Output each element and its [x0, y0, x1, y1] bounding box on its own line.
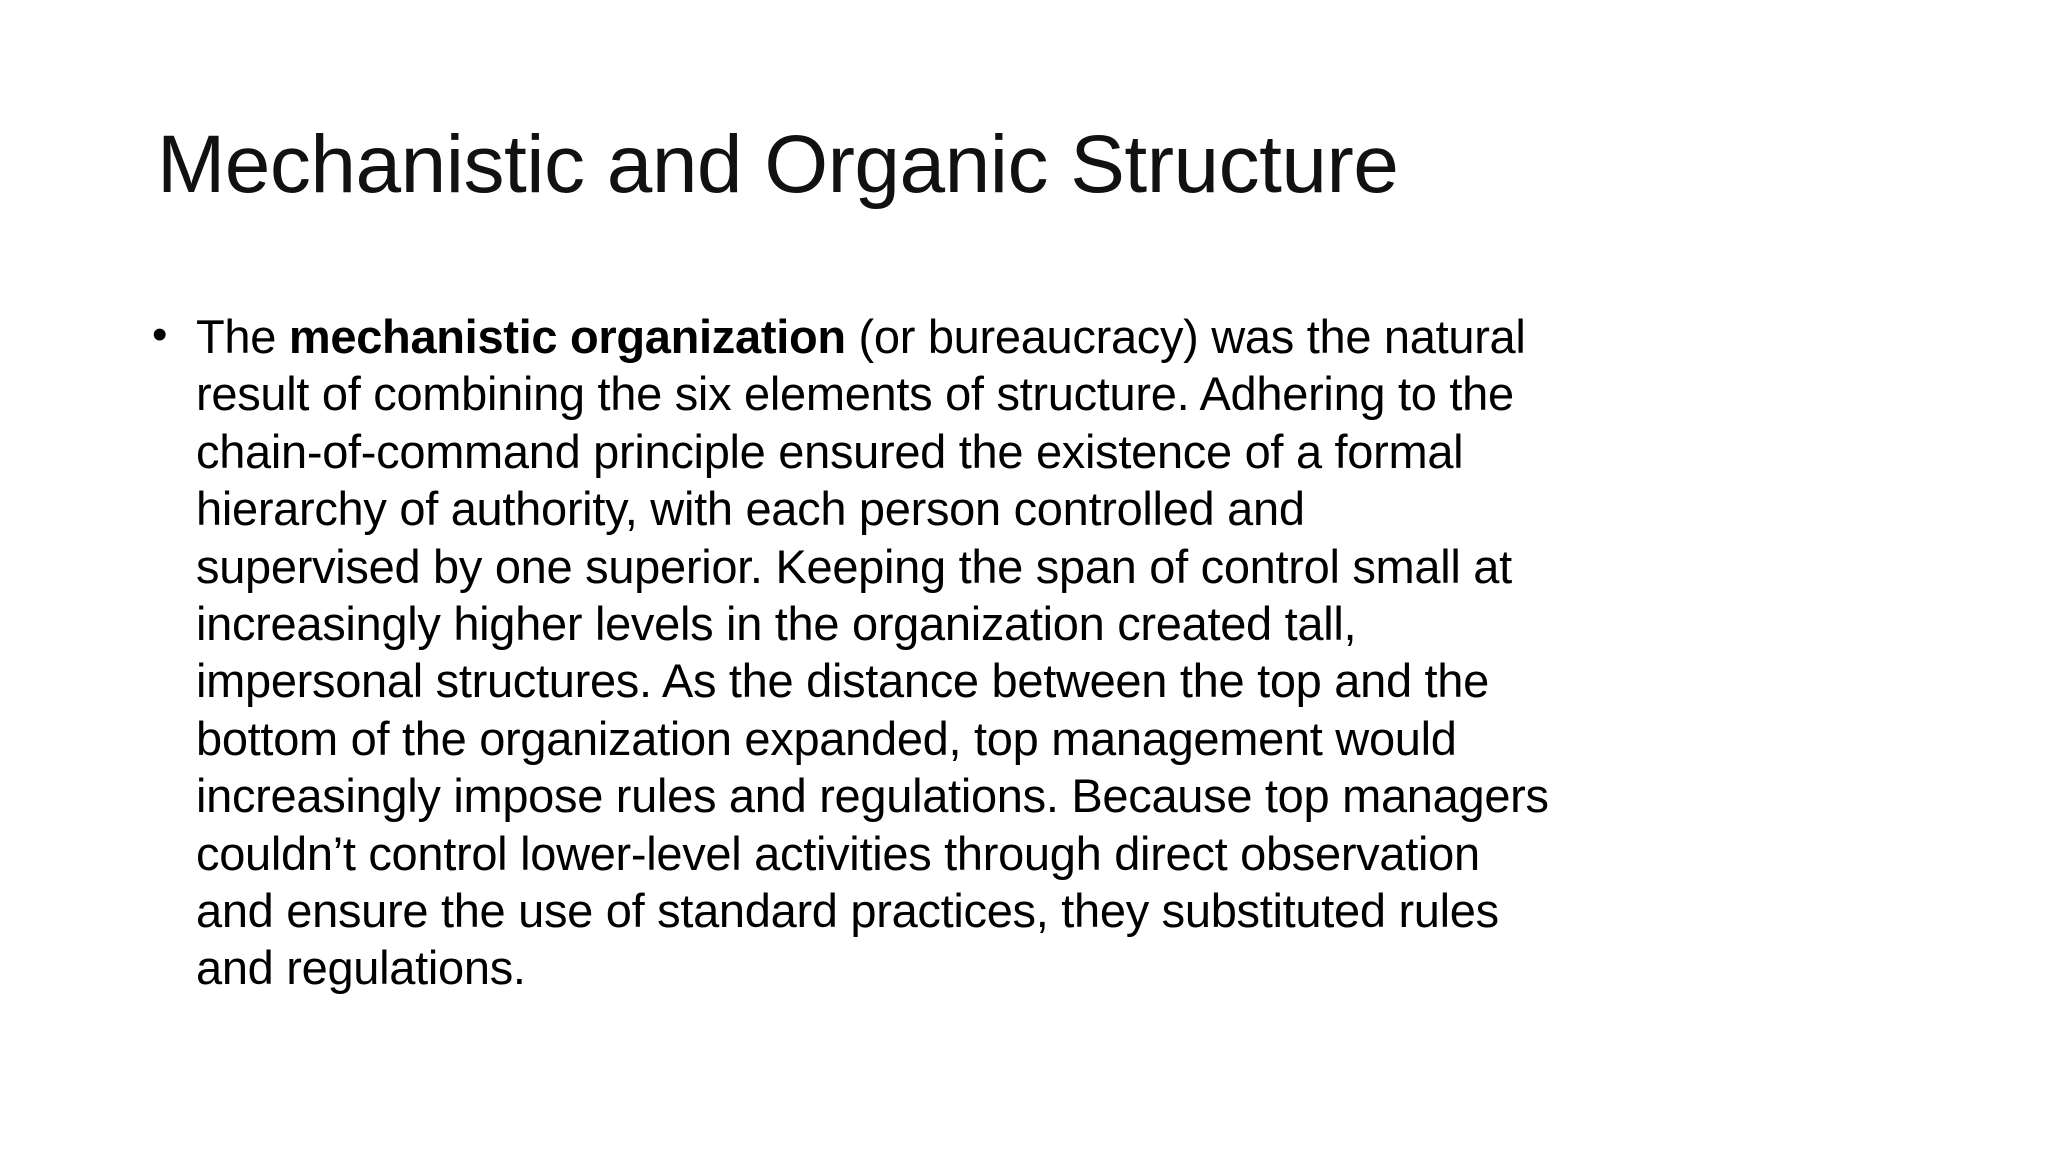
- bold-term: mechanistic organization: [288, 310, 846, 363]
- text-line: and regulations.: [196, 941, 526, 995]
- text-line: [196, 308, 1549, 365]
- text-line: increasingly higher levels in the organization created tall,: [196, 597, 1357, 651]
- slide-title: Mechanistic and Organic Structure: [157, 119, 1399, 210]
- text-line: bottom of the organization expanded, top management would: [196, 711, 1457, 765]
- text-line: impersonal structures. As the distance between the top and the: [196, 654, 1489, 708]
- text-segment: (or bureaucracy) was the natural: [845, 310, 1526, 363]
- bullet-text: [196, 308, 1549, 997]
- text-line: couldn’t control lower-level activities through direct observation: [196, 826, 1480, 880]
- text-line: and ensure the use of standard practices, they substituted rules: [196, 884, 1499, 938]
- text-line: supervised by one superior. Keeping the span of control small at: [196, 539, 1512, 593]
- text-line: hierarchy of authority, with each person controlled and: [196, 482, 1305, 536]
- text-line: increasingly impose rules and regulations. Because top managers: [196, 769, 1549, 823]
- text-segment: The: [196, 310, 289, 363]
- bullet-marker: •: [152, 310, 168, 359]
- text-line: result of combining the six elements of structure. Adhering to the: [196, 367, 1514, 421]
- text-line: chain-of-command principle ensured the existence of a formal: [196, 424, 1464, 478]
